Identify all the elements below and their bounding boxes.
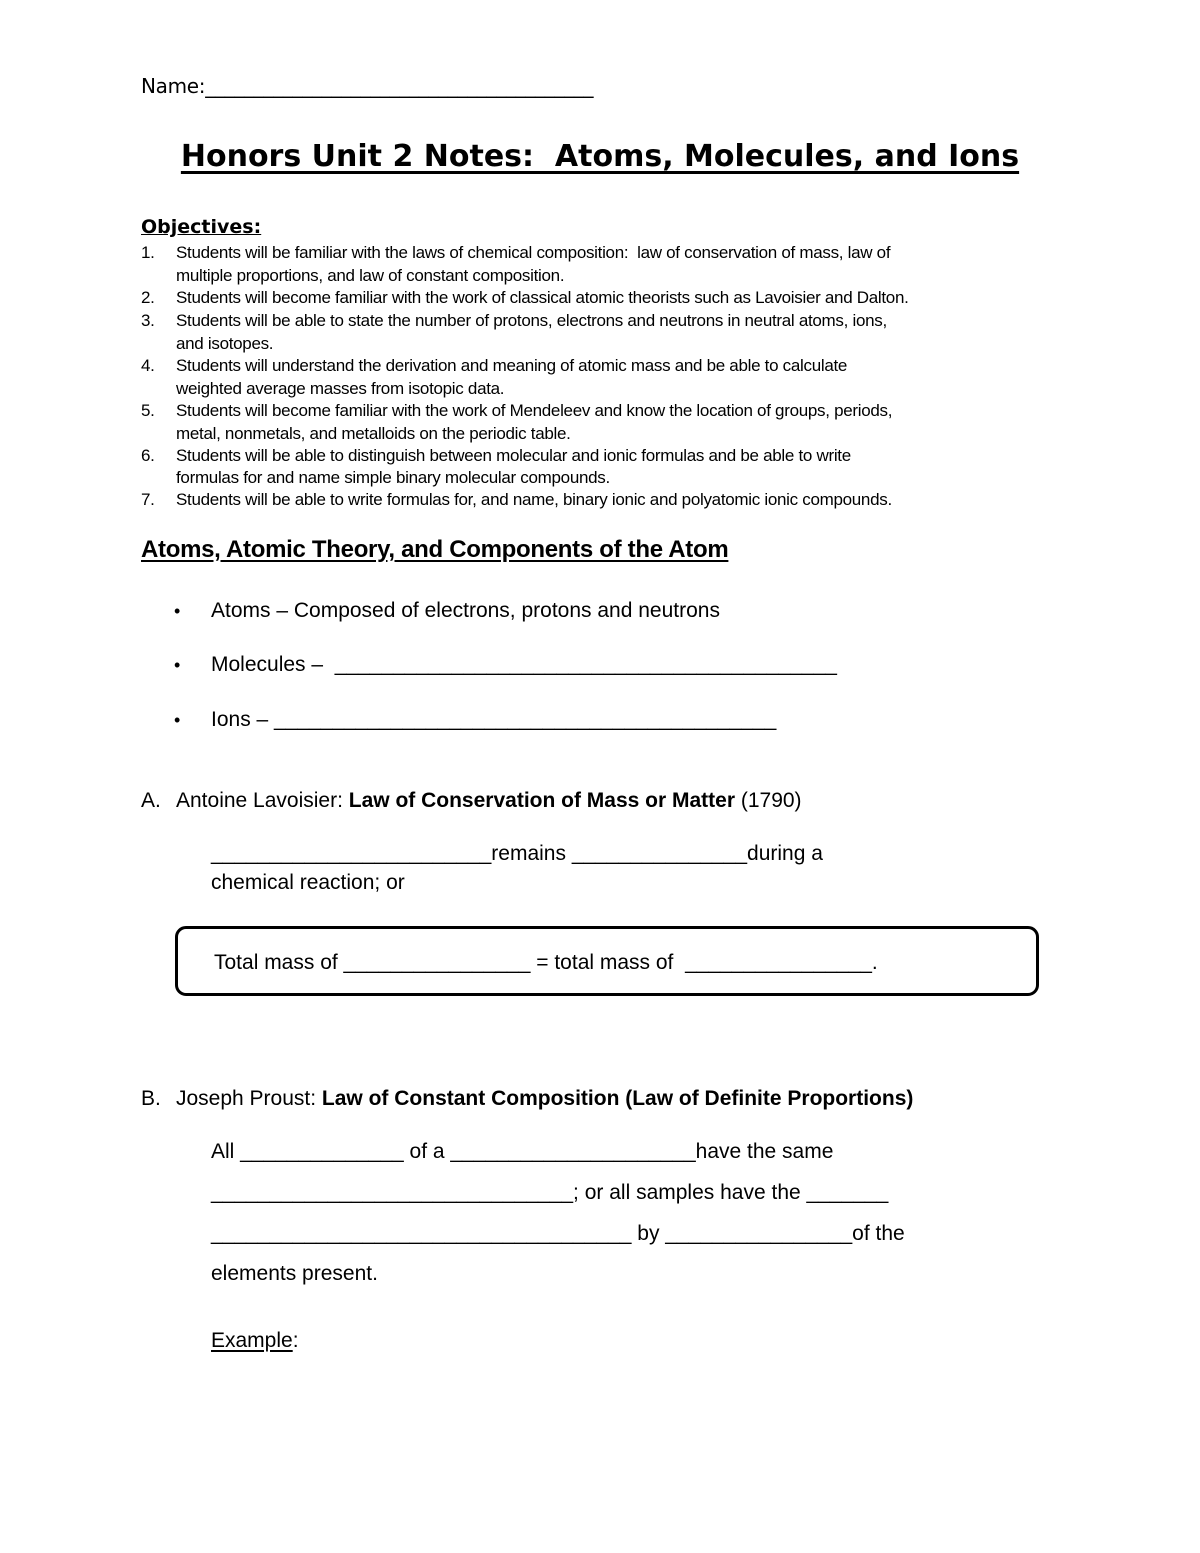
name-field[interactable]: Name:________________________________________ bbox=[141, 74, 594, 98]
objective-text: Students will become familiar with the work of classical atomic theorists such as Lavoisier and Dalton. bbox=[176, 288, 909, 307]
example-label bbox=[211, 1329, 299, 1353]
part-a-year: (1790) bbox=[735, 789, 802, 812]
objective-text: Students will become familiar with the work of Mendeleev and know the location of groups, periods, bbox=[176, 401, 893, 420]
part-a-blank-line[interactable]: ________________________remains _______________during a bbox=[211, 842, 823, 865]
part-b-blank-line[interactable]: _______________________________; or all samples have the _______ bbox=[211, 1181, 889, 1204]
part-b-blank-line[interactable]: All ______________ of a _____________________have the same bbox=[211, 1140, 834, 1163]
bullet-marker: • bbox=[174, 655, 181, 675]
bullet-molecules[interactable]: Molecules – ___________________________________________ bbox=[211, 653, 837, 676]
bullet-ions[interactable]: Ions – ___________________________________________ bbox=[211, 708, 777, 731]
mass-equation-text[interactable]: Total mass of ________________ = total mass of ________________. bbox=[214, 951, 878, 974]
objective-number: 7. bbox=[141, 490, 155, 509]
objective-number: 2. bbox=[141, 288, 155, 307]
section-heading: Atoms, Atomic Theory, and Components of the Atom bbox=[141, 536, 729, 563]
part-a-law: Law of Conservation of Mass or Matter bbox=[348, 789, 736, 812]
part-b-person: Joseph Proust: bbox=[176, 1087, 322, 1110]
objective-text: metal, nonmetals, and metalloids on the periodic table. bbox=[176, 424, 571, 443]
example-colon: : bbox=[292, 1329, 299, 1352]
part-b-text-line: elements present. bbox=[211, 1262, 378, 1285]
bullet-marker: • bbox=[174, 601, 181, 621]
part-b-law: Law of Constant Composition (Law of Definite Proportions) bbox=[321, 1087, 914, 1110]
bullet-marker: • bbox=[174, 710, 181, 730]
part-b-letter: B. bbox=[141, 1087, 161, 1110]
objective-text: Students will understand the derivation and meaning of atomic mass and be able to calculate bbox=[176, 356, 848, 375]
part-a-text-line: chemical reaction; or bbox=[211, 871, 405, 894]
part-a-person: Antoine Lavoisier: bbox=[176, 789, 349, 812]
part-b-blank-line[interactable]: ____________________________________ by ________________of the bbox=[211, 1222, 905, 1245]
objective-text: Students will be able to state the number of protons, electrons and neutrons in neutral atoms, ions, bbox=[176, 311, 887, 330]
objective-number: 6. bbox=[141, 446, 155, 465]
objective-text: and isotopes. bbox=[176, 334, 274, 353]
part-b-heading bbox=[176, 1087, 913, 1111]
objective-text: Students will be able to write formulas for, and name, binary ionic and polyatomic ionic compounds. bbox=[176, 490, 892, 509]
objective-text: formulas for and name simple binary molecular compounds. bbox=[176, 468, 610, 487]
bullet-atoms: Atoms – Composed of electrons, protons and neutrons bbox=[211, 599, 720, 622]
objectives-heading: Objectives: bbox=[141, 216, 262, 238]
objective-number: 1. bbox=[141, 243, 155, 262]
example-label-text: Example bbox=[211, 1329, 293, 1352]
objective-text: weighted average masses from isotopic data. bbox=[176, 379, 505, 398]
part-a-letter: A. bbox=[141, 789, 161, 812]
objective-text: Students will be familiar with the laws of chemical composition: law of conservation of mass, law of bbox=[176, 243, 891, 262]
objective-number: 4. bbox=[141, 356, 155, 375]
objective-text: multiple proportions, and law of constant composition. bbox=[176, 266, 565, 285]
part-a-heading bbox=[176, 789, 802, 813]
objective-number: 5. bbox=[141, 401, 155, 420]
objective-text: Students will be able to distinguish between molecular and ionic formulas and be able to write bbox=[176, 446, 851, 465]
objective-number: 3. bbox=[141, 311, 155, 330]
page-title: Honors Unit 2 Notes: Atoms, Molecules, and Ions bbox=[180, 139, 1020, 174]
